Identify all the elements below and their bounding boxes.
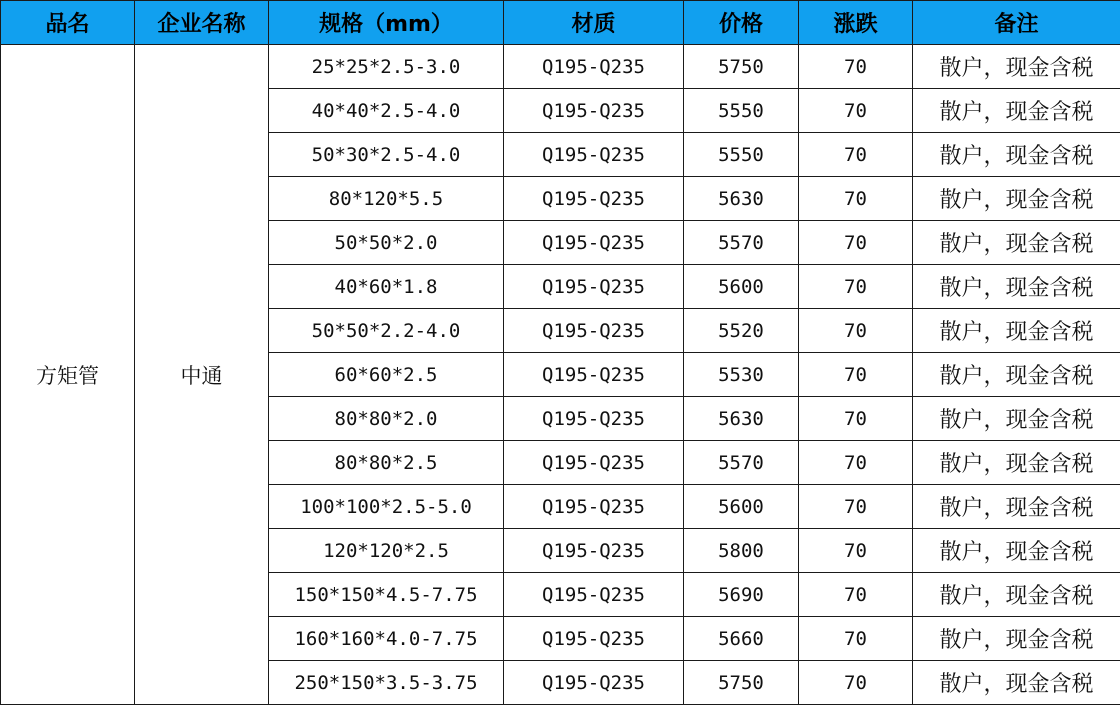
price-cell: 5600 (684, 265, 799, 309)
note-cell: 散户，现金含税 (913, 529, 1120, 573)
note-cell: 散户，现金含税 (913, 265, 1120, 309)
material-cell: Q195-Q235 (504, 573, 684, 617)
spec-cell: 80*120*5.5 (269, 177, 504, 221)
material-cell: Q195-Q235 (504, 353, 684, 397)
change-cell: 70 (799, 573, 913, 617)
price-cell: 5690 (684, 573, 799, 617)
company-name-cell: 中通 (135, 45, 269, 705)
material-cell: Q195-Q235 (504, 485, 684, 529)
material-cell: Q195-Q235 (504, 265, 684, 309)
change-cell: 70 (799, 45, 913, 89)
change-cell: 70 (799, 485, 913, 529)
change-cell: 70 (799, 221, 913, 265)
table-header (1, 1, 1120, 45)
price-cell: 5520 (684, 309, 799, 353)
material-cell: Q195-Q235 (504, 309, 684, 353)
note-cell: 散户，现金含税 (913, 177, 1120, 221)
note-cell: 散户，现金含税 (913, 89, 1120, 133)
product-name-cell: 方矩管 (1, 45, 135, 705)
change-cell: 70 (799, 661, 913, 705)
change-cell: 70 (799, 397, 913, 441)
table-row (1, 45, 1120, 89)
change-cell: 70 (799, 89, 913, 133)
note-cell: 散户，现金含税 (913, 661, 1120, 705)
note-cell: 散户，现金含税 (913, 485, 1120, 529)
price-cell: 5750 (684, 661, 799, 705)
spec-cell: 50*50*2.0 (269, 221, 504, 265)
header-note: 备注 (913, 1, 1120, 45)
material-cell: Q195-Q235 (504, 661, 684, 705)
note-cell: 散户，现金含税 (913, 309, 1120, 353)
change-cell: 70 (799, 133, 913, 177)
header-product-name: 品名 (1, 1, 135, 45)
note-cell: 散户，现金含税 (913, 617, 1120, 661)
spec-cell: 25*25*2.5-3.0 (269, 45, 504, 89)
spec-cell: 250*150*3.5-3.75 (269, 661, 504, 705)
table-body (1, 45, 1120, 705)
price-cell: 5570 (684, 221, 799, 265)
header-price: 价格 (684, 1, 799, 45)
header-company-name: 企业名称 (135, 1, 269, 45)
price-cell: 5600 (684, 485, 799, 529)
change-cell: 70 (799, 617, 913, 661)
change-cell: 70 (799, 309, 913, 353)
material-cell: Q195-Q235 (504, 617, 684, 661)
material-cell: Q195-Q235 (504, 89, 684, 133)
change-cell: 70 (799, 441, 913, 485)
note-cell: 散户，现金含税 (913, 441, 1120, 485)
price-cell: 5630 (684, 397, 799, 441)
note-cell: 散户，现金含税 (913, 221, 1120, 265)
material-cell: Q195-Q235 (504, 133, 684, 177)
material-cell: Q195-Q235 (504, 45, 684, 89)
spec-cell: 50*50*2.2-4.0 (269, 309, 504, 353)
change-cell: 70 (799, 529, 913, 573)
header-change: 涨跌 (799, 1, 913, 45)
spec-cell: 40*40*2.5-4.0 (269, 89, 504, 133)
material-cell: Q195-Q235 (504, 397, 684, 441)
price-cell: 5550 (684, 89, 799, 133)
change-cell: 70 (799, 177, 913, 221)
material-cell: Q195-Q235 (504, 441, 684, 485)
spec-cell: 160*160*4.0-7.75 (269, 617, 504, 661)
note-cell: 散户，现金含税 (913, 573, 1120, 617)
spec-cell: 50*30*2.5-4.0 (269, 133, 504, 177)
material-cell: Q195-Q235 (504, 529, 684, 573)
spec-cell: 100*100*2.5-5.0 (269, 485, 504, 529)
change-cell: 70 (799, 353, 913, 397)
price-cell: 5800 (684, 529, 799, 573)
note-cell: 散户，现金含税 (913, 397, 1120, 441)
note-cell: 散户，现金含税 (913, 133, 1120, 177)
price-cell: 5570 (684, 441, 799, 485)
price-cell: 5550 (684, 133, 799, 177)
material-cell: Q195-Q235 (504, 177, 684, 221)
spec-cell: 120*120*2.5 (269, 529, 504, 573)
header-material: 材质 (504, 1, 684, 45)
spec-cell: 80*80*2.5 (269, 441, 504, 485)
note-cell: 散户，现金含税 (913, 45, 1120, 89)
header-spec: 规格（mm） (269, 1, 504, 45)
spec-cell: 80*80*2.0 (269, 397, 504, 441)
material-cell: Q195-Q235 (504, 221, 684, 265)
price-cell: 5660 (684, 617, 799, 661)
header-row (1, 1, 1120, 45)
price-cell: 5750 (684, 45, 799, 89)
note-cell: 散户，现金含税 (913, 353, 1120, 397)
spec-cell: 150*150*4.5-7.75 (269, 573, 504, 617)
spec-cell: 60*60*2.5 (269, 353, 504, 397)
spec-cell: 40*60*1.8 (269, 265, 504, 309)
price-cell: 5630 (684, 177, 799, 221)
change-cell: 70 (799, 265, 913, 309)
price-cell: 5530 (684, 353, 799, 397)
